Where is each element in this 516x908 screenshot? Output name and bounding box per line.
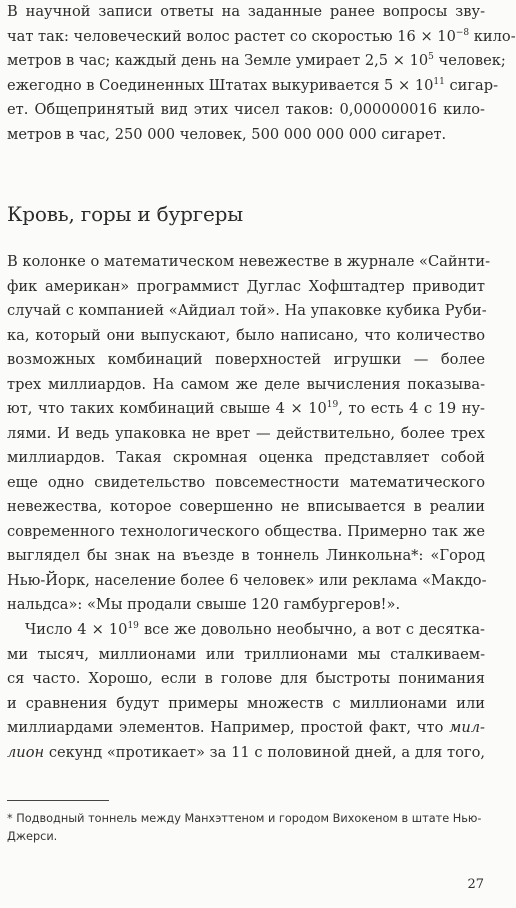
text-line: миллиардами элементов. Например, простой факт, что мил- (7, 719, 485, 736)
text-line: В научной записи ответы на заданные ранее вопросы зву- (7, 3, 485, 20)
text-line: Нью-Йорк, население более 6 человек» или реклама «Макдо- (7, 571, 487, 589)
text-line: случай с компанией «Айдиал той». На упаковке кубика Руби- (7, 302, 487, 319)
footnote: * Подводный тоннель между Манхэттеном и городом Вихокеном в штате Нью-Джерси. (7, 812, 482, 843)
text-line: современного технологического общества. Примерно так же (7, 522, 485, 540)
text-line: еще одно свидетельство повсеместности математического (7, 473, 485, 491)
text-line: метров в час, 250 000 человек, 500 000 000 000 сигарет. (7, 125, 447, 143)
text-line: нальдса»: «Мы продали свыше 120 гамбургеров!». (7, 596, 401, 613)
text-line: трех миллиардов. На самом же деле вычисления показыва- (7, 375, 485, 393)
text-line: ют, что таких комбинаций свыше $4 \times 10^{19}$, то есть 4 с 19 ну- (7, 400, 485, 417)
text-line: чат так: человеческий волос растет со скоростью $16 \times 10^{-8}$ кило- (7, 27, 516, 45)
text-line: невежества, которое совершенно не вписывается в реалии (7, 498, 485, 515)
text-line: ся часто. Хорошо, если в голове для быстроты понимания (7, 670, 485, 687)
text-line: фик американ» программист Дуглас Хофштадтер приводит (7, 277, 485, 295)
text-line: метров в час; каждый день на Земле умирает $2,5 \times 10^5$ человек; (7, 52, 506, 69)
text-line: возможных комбинаций поверхностей игрушки — более (7, 351, 485, 368)
page-number: 27 (467, 877, 484, 892)
paragraph-rubiks-cube (7, 250, 491, 618)
text-line: ка, который они выпускают, было написано, что количество (7, 326, 485, 344)
text-line: Число $4 \times 10^{19}$ все же довольно необычно, а вот с десятка- (25, 621, 485, 638)
text-line: ми тысяч, миллионами или триллионами мы сталкиваем- (7, 645, 485, 663)
text-line: ежегодно в Соединенных Штатах выкуривается $5 \times 10^{11}$ сигар- (7, 76, 499, 94)
paragraph-scientific-notation (7, 0, 516, 147)
text-line: миллиардов. Такая скромная оценка представляет собой (7, 449, 485, 466)
text-line: выглядел бы знак на въезде в тоннель Линкольна*: «Город (7, 547, 485, 564)
text-line: ет. Общепринятый вид этих чисел таков: 0,000000016 кило- (7, 101, 485, 118)
text-line: В колонке о математическом невежестве в журнале «Сайнти- (7, 253, 491, 270)
text-line: лион секунд «протикает» за 11 с половиной дней, а для того, (7, 743, 485, 761)
paragraph-large-numbers (7, 618, 485, 765)
footnote-divider (7, 800, 109, 801)
text-line: лями. И ведь упаковка не врет — действительно, более трех (7, 424, 485, 442)
section-heading: Кровь, горы и бургеры (7, 202, 243, 226)
text-line: и сравнения будут примеры множеств с миллионами или (7, 694, 485, 712)
